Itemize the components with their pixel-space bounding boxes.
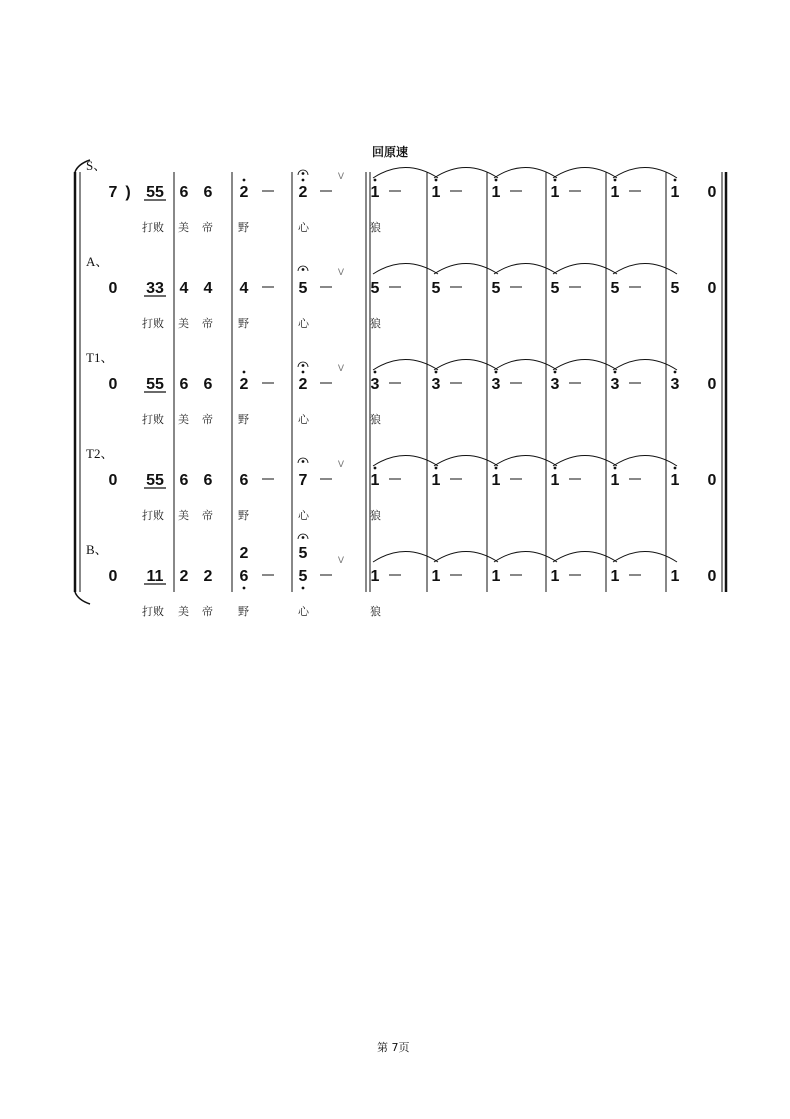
underlined-note-pair: 11: [146, 568, 164, 585]
bracket-bottom-hook: [75, 592, 90, 604]
first-note: 0: [108, 280, 118, 297]
lyric-syllable: 帝: [202, 221, 213, 234]
voice-label: S、: [86, 158, 107, 173]
fermata-note: 5: [298, 568, 308, 585]
final-rest: 0: [707, 184, 717, 201]
tied-note: 5: [431, 280, 441, 297]
breath-mark: V: [337, 172, 345, 182]
held-note: 2: [239, 376, 249, 393]
octave-dot: [374, 179, 377, 182]
lyric-syllable: 心: [298, 413, 309, 426]
octave-dot: [302, 460, 305, 463]
octave-dot: [302, 536, 305, 539]
tied-note: 1: [670, 472, 680, 489]
fermata-note: 5: [298, 280, 308, 297]
lyric-syllable: 美: [178, 509, 189, 522]
note: 6: [203, 472, 213, 489]
tied-note: 5: [370, 280, 380, 297]
tie-arc: [494, 264, 557, 275]
tied-note: 1: [610, 472, 620, 489]
octave-dot: [374, 371, 377, 374]
tie-arc: [373, 264, 438, 275]
octave-dot: [435, 179, 438, 182]
underlined-note-pair: 55: [146, 184, 164, 201]
voice-label: B、: [86, 542, 108, 557]
tied-note: 1: [670, 184, 680, 201]
octave-dot: [674, 371, 677, 374]
octave-dot: [435, 467, 438, 470]
final-rest: 0: [707, 568, 717, 585]
lyric-syllable: 心: [298, 317, 309, 330]
underlined-note-pair: 55: [146, 376, 164, 393]
note: 2: [203, 568, 213, 585]
tie-arc: [553, 360, 617, 371]
octave-dot: [435, 371, 438, 374]
tied-note: 1: [370, 184, 380, 201]
lyric-syllable: 美: [178, 605, 189, 618]
tied-note: 3: [491, 376, 501, 393]
tie-arc: [553, 552, 617, 563]
lyric-syllable: 帝: [202, 605, 213, 618]
tie-arc: [373, 360, 438, 371]
lyric-syllable: 心: [298, 509, 309, 522]
lyric-syllable: 帝: [202, 317, 213, 330]
note: 6: [179, 472, 189, 489]
tie-arc: [434, 264, 498, 275]
tie-arc: [613, 552, 677, 563]
tie-arc: [494, 552, 557, 563]
lyric-syllable: 狼: [370, 317, 381, 330]
tie-arc: [373, 456, 438, 467]
tied-note: 1: [491, 184, 501, 201]
octave-dot: [302, 364, 305, 367]
held-note: 6: [239, 472, 249, 489]
note: 4: [179, 280, 189, 297]
fermata-note: 2: [298, 184, 308, 201]
tied-note: 1: [370, 472, 380, 489]
tie-arc: [494, 456, 557, 467]
lyric-syllable: 打败: [142, 509, 164, 522]
tied-note: 1: [550, 472, 560, 489]
fermata-note: 2: [298, 376, 308, 393]
tied-note: 3: [550, 376, 560, 393]
tied-note: 5: [610, 280, 620, 297]
octave-dot: [674, 179, 677, 182]
tied-note: 1: [550, 568, 560, 585]
note: 2: [179, 568, 189, 585]
tied-note: 1: [431, 568, 441, 585]
lyric-syllable: 打败: [142, 317, 164, 330]
tie-arc: [553, 264, 617, 275]
tied-note: 1: [431, 472, 441, 489]
voice-label: A、: [86, 254, 109, 269]
held-note: 2: [239, 184, 249, 201]
final-rest: 0: [707, 280, 717, 297]
tie-arc: [494, 360, 557, 371]
octave-dot: [495, 371, 498, 374]
chord-upper-note: 5: [298, 545, 308, 562]
lyric-syllable: 野: [238, 221, 249, 234]
lyric-syllable: 帝: [202, 413, 213, 426]
lyric-syllable: 狼: [370, 605, 381, 618]
voice-label: T1、: [86, 350, 114, 365]
final-rest: 0: [707, 472, 717, 489]
tied-note: 1: [550, 184, 560, 201]
octave-dot: [243, 587, 246, 590]
lyric-syllable: 打败: [142, 605, 164, 618]
tie-arc: [434, 168, 498, 179]
octave-dot: [614, 179, 617, 182]
underlined-note-pair: 33: [146, 280, 164, 297]
octave-dot: [302, 179, 305, 182]
tie-arc: [613, 264, 677, 275]
score-body: [75, 158, 726, 618]
tie-arc: [494, 168, 557, 179]
tie-arc: [613, 168, 677, 179]
first-note: 7: [108, 184, 118, 201]
octave-dot: [495, 467, 498, 470]
lyric-syllable: 野: [238, 413, 249, 426]
tied-note: 5: [491, 280, 501, 297]
final-rest: 0: [707, 376, 717, 393]
octave-dot: [243, 371, 246, 374]
breath-mark: V: [337, 556, 345, 566]
tie-arc: [434, 456, 498, 467]
voice-label: T2、: [86, 446, 114, 461]
octave-dot: [614, 467, 617, 470]
lyric-syllable: 狼: [370, 509, 381, 522]
tied-note: 3: [370, 376, 380, 393]
note: 6: [203, 376, 213, 393]
tied-note: 1: [491, 472, 501, 489]
lyric-syllable: 帝: [202, 509, 213, 522]
fermata-note: 7: [298, 472, 308, 489]
octave-dot: [554, 371, 557, 374]
note: 6: [179, 376, 189, 393]
octave-dot: [374, 467, 377, 470]
lyric-syllable: 野: [238, 509, 249, 522]
tied-note: 1: [670, 568, 680, 585]
lyric-syllable: 野: [238, 317, 249, 330]
lyric-syllable: 美: [178, 413, 189, 426]
octave-dot: [614, 371, 617, 374]
first-note: 0: [108, 376, 118, 393]
tied-note: 1: [610, 568, 620, 585]
lyric-syllable: 狼: [370, 413, 381, 426]
first-note: 0: [108, 568, 118, 585]
lyric-syllable: 心: [298, 221, 309, 234]
tie-arc: [434, 552, 498, 563]
octave-dot: [243, 179, 246, 182]
tied-note: 1: [491, 568, 501, 585]
lyric-syllable: 美: [178, 317, 189, 330]
octave-dot: [554, 467, 557, 470]
lyric-syllable: 打败: [142, 221, 164, 234]
octave-dot: [302, 268, 305, 271]
lyric-syllable: 狼: [370, 221, 381, 234]
tie-arc: [613, 360, 677, 371]
tie-arc: [553, 168, 617, 179]
octave-dot: [302, 371, 305, 374]
note: 4: [203, 280, 213, 297]
octave-dot: [302, 172, 305, 175]
note: 6: [179, 184, 189, 201]
held-note: 4: [239, 280, 249, 297]
octave-dot: [302, 587, 305, 590]
tied-note: 1: [431, 184, 441, 201]
octave-dot: [674, 467, 677, 470]
lyric-syllable: 心: [298, 605, 309, 618]
tie-arc: [373, 552, 438, 563]
note: 6: [203, 184, 213, 201]
tied-note: 5: [670, 280, 680, 297]
first-note: 0: [108, 472, 118, 489]
octave-dot: [554, 179, 557, 182]
octave-dot: [495, 179, 498, 182]
underlined-note-pair: 55: [146, 472, 164, 489]
tied-note: 3: [610, 376, 620, 393]
tied-note: 1: [370, 568, 380, 585]
tied-note: 5: [550, 280, 560, 297]
tie-arc: [373, 168, 438, 179]
page-number: 第 7页: [377, 1041, 410, 1054]
tied-note: 3: [670, 376, 680, 393]
tied-note: 3: [431, 376, 441, 393]
tempo-marking: 回原速: [372, 145, 409, 159]
lyric-syllable: 美: [178, 221, 189, 234]
lyric-syllable: 打败: [142, 413, 164, 426]
tied-note: 1: [610, 184, 620, 201]
tie-arc: [613, 456, 677, 467]
slur-end-paren: ): [125, 184, 131, 201]
breath-mark: V: [337, 364, 345, 374]
chord-upper-note: 2: [239, 545, 249, 562]
tie-arc: [553, 456, 617, 467]
breath-mark: V: [337, 460, 345, 470]
held-note: 6: [239, 568, 249, 585]
breath-mark: V: [337, 268, 345, 278]
tie-arc: [434, 360, 498, 371]
lyric-syllable: 野: [238, 605, 249, 618]
